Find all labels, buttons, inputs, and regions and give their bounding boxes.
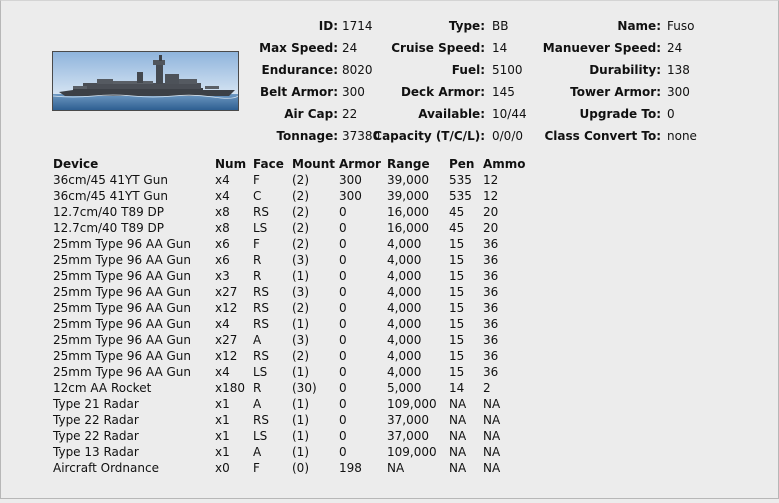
- num-cell: x4: [215, 365, 230, 379]
- type-label: Type:: [448, 19, 485, 33]
- device-name-cell: 25mm Type 96 AA Gun: [53, 317, 191, 331]
- deck-armor-value: 145: [492, 85, 515, 99]
- face-cell: RS: [253, 301, 269, 315]
- range-cell: 16,000: [387, 221, 429, 235]
- armor-cell: 0: [339, 381, 347, 395]
- mount-column-header: Mount: [292, 157, 336, 171]
- armor-cell: 0: [339, 253, 347, 267]
- num-cell: x6: [215, 253, 230, 267]
- device-name-cell: Type 22 Radar: [53, 429, 139, 443]
- available-value: 10/44: [492, 107, 527, 121]
- num-cell: x1: [215, 413, 230, 427]
- upgrade-to-label: Upgrade To:: [579, 107, 661, 121]
- range-cell: 4,000: [387, 285, 422, 299]
- device-name-cell: 25mm Type 96 AA Gun: [53, 301, 191, 315]
- mount-cell: (0): [292, 461, 309, 475]
- ammo-column-header: Ammo: [483, 157, 526, 171]
- fuel-value: 5100: [492, 63, 523, 77]
- num-cell: x1: [215, 429, 230, 443]
- range-cell: 4,000: [387, 253, 422, 267]
- armor-cell: 0: [339, 301, 347, 315]
- device-name-cell: 25mm Type 96 AA Gun: [53, 349, 191, 363]
- face-cell: RS: [253, 413, 269, 427]
- device-name-cell: 25mm Type 96 AA Gun: [53, 237, 191, 251]
- pen-cell: 14: [449, 381, 465, 395]
- num-cell: x12: [215, 349, 238, 363]
- endurance-value: 8020: [342, 63, 373, 77]
- class-convert-label: Class Convert To:: [544, 129, 661, 143]
- num-cell: x4: [215, 317, 230, 331]
- pen-cell: 15: [449, 333, 465, 347]
- pen-cell: 535: [449, 173, 472, 187]
- device-name-cell: 25mm Type 96 AA Gun: [53, 333, 191, 347]
- maneuver-speed-label: Manuever Speed:: [542, 41, 661, 55]
- ammo-cell: NA: [483, 445, 501, 459]
- pen-cell: 45: [449, 205, 465, 219]
- mount-cell: (30): [292, 381, 317, 395]
- face-cell: R: [253, 381, 262, 395]
- num-cell: x12: [215, 301, 238, 315]
- range-cell: NA: [387, 461, 405, 475]
- pen-cell: NA: [449, 445, 467, 459]
- armor-column-header: Armor: [339, 157, 381, 171]
- armor-cell: 300: [339, 189, 362, 203]
- num-cell: x27: [215, 333, 238, 347]
- device-name-cell: Type 22 Radar: [53, 413, 139, 427]
- durability-value: 138: [667, 63, 690, 77]
- face-cell: LS: [253, 429, 268, 443]
- num-cell: x8: [215, 221, 230, 235]
- range-cell: 4,000: [387, 333, 422, 347]
- range-cell: 4,000: [387, 349, 422, 363]
- face-cell: RS: [253, 349, 269, 363]
- ammo-cell: 20: [483, 205, 499, 219]
- ammo-cell: NA: [483, 397, 501, 411]
- range-cell: 109,000: [387, 397, 437, 411]
- range-cell: 109,000: [387, 445, 437, 459]
- maneuver-speed-value: 24: [667, 41, 683, 55]
- belt-armor-label: Belt Armor:: [260, 85, 338, 99]
- pen-cell: 15: [449, 349, 465, 363]
- capacity-value: 0/0/0: [492, 129, 523, 143]
- face-cell: F: [253, 237, 260, 251]
- mount-cell: (1): [292, 365, 309, 379]
- tonnage-value: 37380: [342, 129, 381, 143]
- num-cell: x4: [215, 189, 230, 203]
- cruise-speed-value: 14: [492, 41, 508, 55]
- device-name-cell: 12.7cm/40 T89 DP: [53, 221, 165, 235]
- ammo-cell: 12: [483, 189, 499, 203]
- pen-cell: 15: [449, 365, 465, 379]
- tonnage-label: Tonnage:: [276, 129, 338, 143]
- range-cell: 4,000: [387, 301, 422, 315]
- tower-armor-label: Tower Armor:: [570, 85, 661, 99]
- pen-cell: 15: [449, 269, 465, 283]
- pen-cell: 45: [449, 221, 465, 235]
- device-name-cell: 36cm/45 41YT Gun: [53, 173, 168, 187]
- num-cell: x0: [215, 461, 230, 475]
- max-speed-value: 24: [342, 41, 358, 55]
- mount-cell: (2): [292, 205, 309, 219]
- ammo-cell: 20: [483, 221, 499, 235]
- armor-cell: 0: [339, 365, 347, 379]
- num-cell: x8: [215, 205, 230, 219]
- face-cell: R: [253, 253, 262, 267]
- pen-cell: NA: [449, 397, 467, 411]
- ammo-cell: 36: [483, 237, 499, 251]
- armor-cell: 0: [339, 429, 347, 443]
- pen-cell: 15: [449, 253, 465, 267]
- range-cell: 4,000: [387, 269, 422, 283]
- mount-cell: (3): [292, 333, 309, 347]
- ammo-cell: 2: [483, 381, 491, 395]
- face-cell: F: [253, 461, 260, 475]
- pen-cell: 15: [449, 301, 465, 315]
- armor-cell: 0: [339, 237, 347, 251]
- type-value: BB: [492, 19, 509, 33]
- num-cell: x27: [215, 285, 238, 299]
- cruise-speed-label: Cruise Speed:: [391, 41, 485, 55]
- device-name-cell: 36cm/45 41YT Gun: [53, 189, 168, 203]
- mount-cell: (1): [292, 429, 309, 443]
- name-label: Name:: [617, 19, 661, 33]
- ship-image: [52, 51, 239, 111]
- ammo-cell: NA: [483, 461, 501, 475]
- pen-cell: 15: [449, 237, 465, 251]
- upgrade-to-value: 0: [667, 107, 675, 121]
- device-name-cell: 25mm Type 96 AA Gun: [53, 285, 191, 299]
- num-cell: x1: [215, 445, 230, 459]
- mount-cell: (3): [292, 285, 309, 299]
- armor-cell: 0: [339, 397, 347, 411]
- num-cell: x180: [215, 381, 246, 395]
- ammo-cell: NA: [483, 413, 501, 427]
- face-cell: C: [253, 189, 262, 203]
- face-cell: F: [253, 173, 260, 187]
- face-cell: LS: [253, 365, 268, 379]
- face-cell: RS: [253, 205, 269, 219]
- device-name-cell: 25mm Type 96 AA Gun: [53, 269, 191, 283]
- mount-cell: (2): [292, 221, 309, 235]
- ammo-cell: 36: [483, 301, 499, 315]
- pen-column-header: Pen: [449, 157, 475, 171]
- num-cell: x3: [215, 269, 230, 283]
- device-name-cell: Type 13 Radar: [53, 445, 139, 459]
- device-name-cell: Aircraft Ordnance: [53, 461, 159, 475]
- range-cell: 39,000: [387, 173, 429, 187]
- mount-cell: (3): [292, 253, 309, 267]
- armor-cell: 0: [339, 445, 347, 459]
- armor-cell: 0: [339, 269, 347, 283]
- ammo-cell: 36: [483, 317, 499, 331]
- name-value: Fuso: [667, 19, 695, 33]
- ammo-cell: NA: [483, 429, 501, 443]
- ammo-cell: 36: [483, 365, 499, 379]
- class-convert-value: none: [667, 129, 697, 143]
- deck-armor-label: Deck Armor:: [400, 85, 485, 99]
- range-cell: 39,000: [387, 189, 429, 203]
- max-speed-label: Max Speed:: [259, 41, 338, 55]
- armor-cell: 0: [339, 205, 347, 219]
- armor-cell: 0: [339, 317, 347, 331]
- ammo-cell: 12: [483, 173, 499, 187]
- mount-cell: (2): [292, 301, 309, 315]
- device-name-cell: 12cm AA Rocket: [53, 381, 152, 395]
- num-cell: x6: [215, 237, 230, 251]
- armor-cell: 300: [339, 173, 362, 187]
- mount-cell: (1): [292, 317, 309, 331]
- armor-cell: 0: [339, 349, 347, 363]
- device-name-cell: 12.7cm/40 T89 DP: [53, 205, 165, 219]
- face-cell: R: [253, 269, 262, 283]
- range-cell: 4,000: [387, 365, 422, 379]
- pen-cell: 535: [449, 189, 472, 203]
- range-cell: 4,000: [387, 317, 422, 331]
- mount-cell: (1): [292, 445, 309, 459]
- air-cap-value: 22: [342, 107, 358, 121]
- pen-cell: NA: [449, 461, 467, 475]
- face-column-header: Face: [253, 157, 284, 171]
- range-cell: 16,000: [387, 205, 429, 219]
- mount-cell: (1): [292, 269, 309, 283]
- device-name-cell: 25mm Type 96 AA Gun: [53, 253, 191, 267]
- pen-cell: NA: [449, 429, 467, 443]
- mount-cell: (2): [292, 173, 309, 187]
- armor-cell: 0: [339, 333, 347, 347]
- armor-cell: 0: [339, 285, 347, 299]
- armor-cell: 0: [339, 221, 347, 235]
- fuel-label: Fuel:: [451, 63, 485, 77]
- face-cell: A: [253, 445, 262, 459]
- armor-cell: 198: [339, 461, 362, 475]
- face-cell: RS: [253, 317, 269, 331]
- pen-cell: 15: [449, 285, 465, 299]
- range-cell: 37,000: [387, 429, 429, 443]
- id-value: 1714: [342, 19, 373, 33]
- face-cell: A: [253, 333, 262, 347]
- ammo-cell: 36: [483, 349, 499, 363]
- num-cell: x4: [215, 173, 230, 187]
- range-column-header: Range: [387, 157, 430, 171]
- tower-armor-value: 300: [667, 85, 690, 99]
- air-cap-label: Air Cap:: [284, 107, 338, 121]
- face-cell: A: [253, 397, 262, 411]
- range-cell: 37,000: [387, 413, 429, 427]
- device-name-cell: Type 21 Radar: [53, 397, 139, 411]
- ammo-cell: 36: [483, 253, 499, 267]
- range-cell: 5,000: [387, 381, 422, 395]
- mount-cell: (2): [292, 237, 309, 251]
- device-column-header: Device: [53, 157, 99, 171]
- id-label: ID:: [318, 19, 338, 33]
- mount-cell: (2): [292, 349, 309, 363]
- num-cell: x1: [215, 397, 230, 411]
- pen-cell: NA: [449, 413, 467, 427]
- ammo-cell: 36: [483, 269, 499, 283]
- armor-cell: 0: [339, 413, 347, 427]
- pen-cell: 15: [449, 317, 465, 331]
- capacity-label: Capacity (T/C/L):: [373, 129, 485, 143]
- device-name-cell: 25mm Type 96 AA Gun: [53, 365, 191, 379]
- endurance-label: Endurance:: [261, 63, 338, 77]
- face-cell: RS: [253, 285, 269, 299]
- mount-cell: (1): [292, 413, 309, 427]
- num-column-header: Num: [215, 157, 247, 171]
- face-cell: LS: [253, 221, 268, 235]
- durability-label: Durability:: [589, 63, 661, 77]
- belt-armor-value: 300: [342, 85, 365, 99]
- mount-cell: (1): [292, 397, 309, 411]
- range-cell: 4,000: [387, 237, 422, 251]
- mount-cell: (2): [292, 189, 309, 203]
- available-label: Available:: [418, 107, 485, 121]
- ammo-cell: 36: [483, 285, 499, 299]
- ammo-cell: 36: [483, 333, 499, 347]
